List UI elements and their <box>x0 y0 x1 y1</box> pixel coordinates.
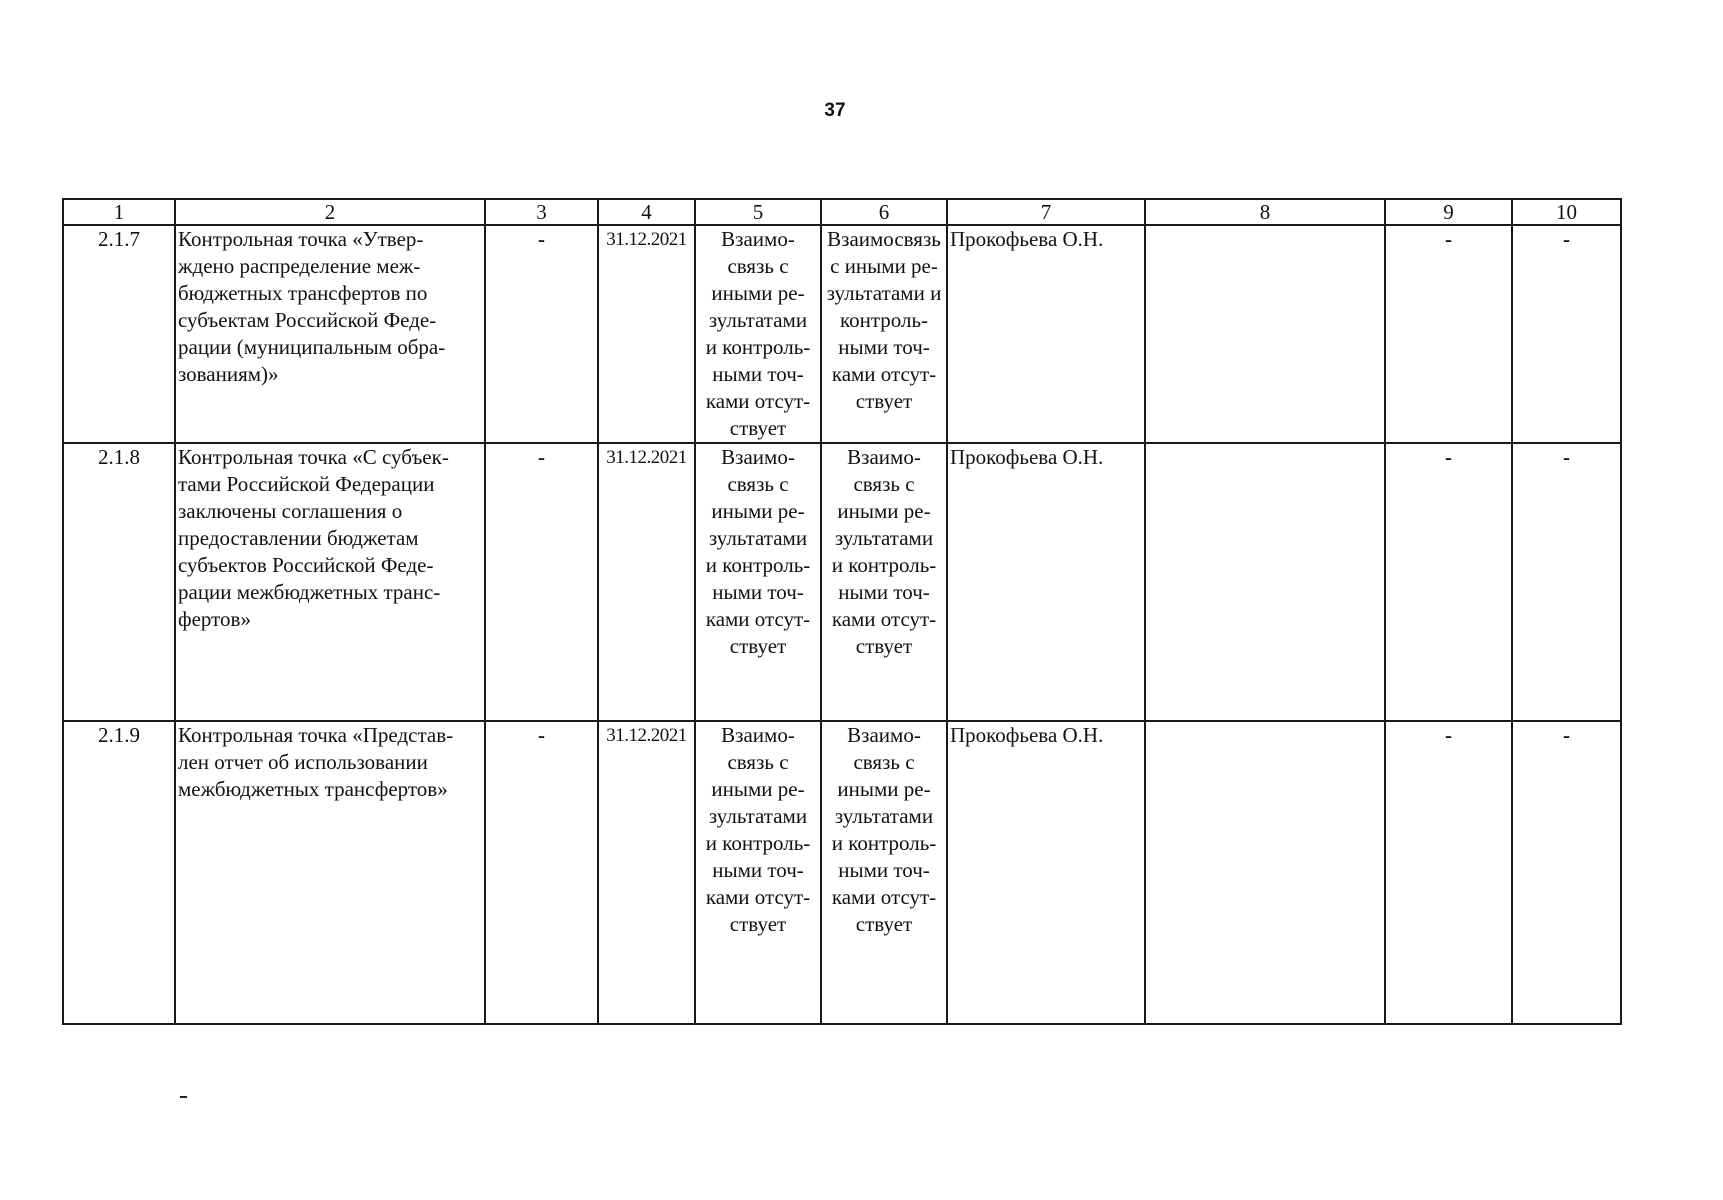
due-date: 31.12.2021 <box>598 721 695 1024</box>
text-line: ствует <box>855 912 913 936</box>
text-line: межбюджетных трансфертов» <box>178 777 448 801</box>
text-line: ками отсут- <box>831 362 937 386</box>
column-header: 5 <box>695 199 821 225</box>
column-3-value: - <box>485 443 598 721</box>
text-line: предоставлении бюджетам <box>178 526 419 550</box>
text-line: Взаимо- <box>721 445 795 469</box>
due-date: 31.12.2021 <box>598 225 695 443</box>
text-line: Взаимосвязь <box>827 227 941 251</box>
column-9-value: - <box>1385 225 1512 443</box>
text-line: иными ре- <box>711 281 805 305</box>
text-line: ствует <box>729 912 787 936</box>
control-point-name <box>175 443 485 721</box>
text-line: Взаимо- <box>721 227 795 251</box>
table-row <box>63 443 1621 721</box>
text-line: ками отсут- <box>705 389 811 413</box>
column-8-value <box>1145 443 1385 721</box>
text-line: фертов» <box>178 607 251 631</box>
text-line: и контроль- <box>705 831 811 855</box>
text-line: зультатами <box>708 804 808 828</box>
text-line: Контрольная точка «Представ- <box>178 723 454 747</box>
text-line: рации межбюджетных транс- <box>178 580 441 604</box>
text-line: связь с <box>853 750 915 774</box>
page-number: 37 <box>824 100 846 121</box>
responsible-person: Прокофьева О.Н. <box>947 225 1145 443</box>
column-10-value: - <box>1512 443 1621 721</box>
column-9-value: - <box>1385 443 1512 721</box>
column-header: 8 <box>1145 199 1385 225</box>
text-line: ствует <box>855 634 913 658</box>
text-line: зультатами <box>834 526 934 550</box>
text-line: и контроль- <box>705 335 811 359</box>
table-row <box>63 225 1621 443</box>
column-3-value: - <box>485 225 598 443</box>
text-line: Взаимо- <box>847 723 921 747</box>
text-line: ными точ- <box>712 858 804 882</box>
text-line: Контрольная точка «С субъек- <box>178 445 449 469</box>
text-line: Контрольная точка «Утвер- <box>178 227 424 251</box>
text-line: зультатами и <box>826 281 942 305</box>
text-line: связь с <box>727 472 789 496</box>
row-number: 2.1.7 <box>63 225 175 443</box>
text-line: субъектов Российской Феде- <box>178 553 434 577</box>
text-line: ными точ- <box>712 362 804 386</box>
text-line: контроль- <box>839 308 929 332</box>
text-line: ствует <box>729 634 787 658</box>
text-line: ными точ- <box>712 580 804 604</box>
text-line: ными точ- <box>838 335 930 359</box>
text-line: иными ре- <box>711 777 805 801</box>
text-line: ными точ- <box>838 858 930 882</box>
text-line: тами Российской Федерации <box>178 472 435 496</box>
text-line: иными ре- <box>711 499 805 523</box>
text-line: ками отсут- <box>705 885 811 909</box>
text-line: с иными ре- <box>830 254 938 278</box>
relation-predecessors <box>695 721 821 1024</box>
column-header: 4 <box>598 199 695 225</box>
text-line: ками отсут- <box>831 885 937 909</box>
text-line: связь с <box>727 254 789 278</box>
text-line: зультатами <box>708 526 808 550</box>
control-point-name <box>175 225 485 443</box>
text-line: иными ре- <box>837 499 931 523</box>
column-8-value <box>1145 225 1385 443</box>
text-line: ствует <box>729 416 787 440</box>
text-line: и контроль- <box>831 831 937 855</box>
control-point-name <box>175 721 485 1024</box>
responsible-person: Прокофьева О.Н. <box>947 443 1145 721</box>
text-line: и контроль- <box>831 553 937 577</box>
row-number: 2.1.9 <box>63 721 175 1024</box>
text-line: связь с <box>727 750 789 774</box>
table-header-row <box>63 199 1621 225</box>
text-line: Взаимо- <box>847 445 921 469</box>
text-line: зованиям)» <box>178 362 279 386</box>
table-row <box>63 721 1621 1024</box>
text-line: лен отчет об использовании <box>178 750 428 774</box>
column-10-value: - <box>1512 721 1621 1024</box>
text-line: ками отсут- <box>831 607 937 631</box>
column-header: 10 <box>1512 199 1621 225</box>
control-points-table <box>62 198 1622 1025</box>
relation-predecessors <box>695 225 821 443</box>
column-10-value: - <box>1512 225 1621 443</box>
relation-successors <box>821 443 947 721</box>
text-line: ствует <box>855 389 913 413</box>
relation-successors <box>821 721 947 1024</box>
text-line: связь с <box>853 472 915 496</box>
column-header: 1 <box>63 199 175 225</box>
text-line: ками отсут- <box>705 607 811 631</box>
text-line: субъектам Российской Феде- <box>178 308 437 332</box>
column-header: 9 <box>1385 199 1512 225</box>
text-line: зультатами <box>834 804 934 828</box>
text-line: и контроль- <box>705 553 811 577</box>
column-header: 3 <box>485 199 598 225</box>
text-line: Взаимо- <box>721 723 795 747</box>
due-date: 31.12.2021 <box>598 443 695 721</box>
relation-successors <box>821 225 947 443</box>
column-header: 2 <box>175 199 485 225</box>
column-header: 6 <box>821 199 947 225</box>
text-line: зультатами <box>708 308 808 332</box>
responsible-person: Прокофьева О.Н. <box>947 721 1145 1024</box>
text-line: рации (муниципальным обра- <box>178 335 446 359</box>
relation-predecessors <box>695 443 821 721</box>
column-header: 7 <box>947 199 1145 225</box>
column-8-value <box>1145 721 1385 1024</box>
text-line: бюджетных трансфертов по <box>178 281 428 305</box>
text-line: ждено распределение меж- <box>178 254 421 278</box>
text-line: ными точ- <box>838 580 930 604</box>
text-line: заключены соглашения о <box>178 499 403 523</box>
column-9-value: - <box>1385 721 1512 1024</box>
column-3-value: - <box>485 721 598 1024</box>
text-line: иными ре- <box>837 777 931 801</box>
scan-mark <box>180 1096 187 1098</box>
row-number: 2.1.8 <box>63 443 175 721</box>
